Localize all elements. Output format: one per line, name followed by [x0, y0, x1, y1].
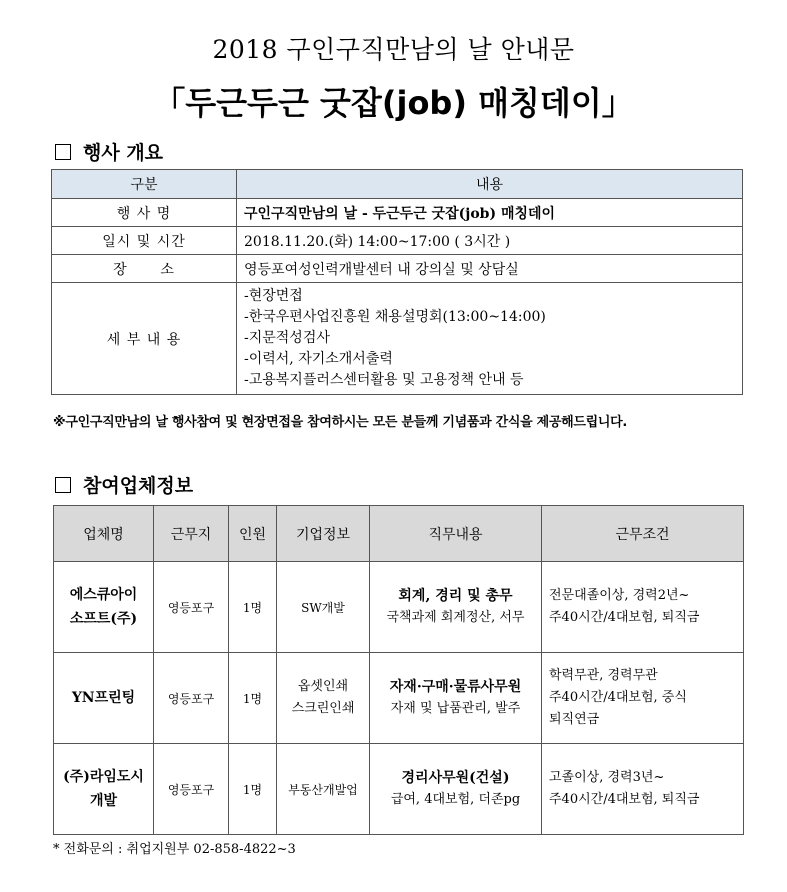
job-description: 경리사무원(건설) 급여, 4대보험, 더존pg	[370, 744, 542, 835]
document-title-line2: 「두근두근 굿잡(job) 매칭데이」	[153, 84, 634, 122]
company-name: (주)라임도시 개발	[54, 744, 154, 835]
table-row	[52, 199, 743, 227]
work-conditions: 학력무관, 경력무관 주40시간/4대보험, 중식 퇴직연금	[542, 653, 744, 744]
company-location: 영등포구	[154, 744, 229, 835]
work-conditions: 고졸이상, 경력3년~ 주40시간/4대보험, 퇴직금	[542, 744, 744, 835]
company-info: SW개발	[277, 562, 370, 653]
work-conditions: 전문대졸이상, 경력2년~ 주40시간/4대보험, 퇴직금	[542, 562, 744, 653]
row-value: 영등포여성인력개발센터 내 강의실 및 상담실	[237, 255, 743, 283]
overview-table	[51, 169, 743, 395]
list-item: -지문적성검사	[244, 330, 330, 346]
table-row	[54, 562, 744, 653]
company-name: YN프린팅	[54, 653, 154, 744]
details-list	[237, 283, 743, 395]
table-header-content: 내용	[237, 170, 743, 199]
company-headcount: 1명	[229, 562, 277, 653]
companies-table	[53, 505, 744, 835]
section-heading-text: 행사 개요	[83, 142, 164, 164]
column-header: 근무지	[154, 506, 229, 562]
company-info: 부동산개발업	[277, 744, 370, 835]
column-header: 근무조건	[542, 506, 744, 562]
table-row	[54, 653, 744, 744]
company-info: 옵셋인쇄 스크린인쇄	[277, 653, 370, 744]
document-title-line1: 2018 구인구직만남의 날 안내문	[212, 35, 575, 64]
company-headcount: 1명	[229, 744, 277, 835]
job-description: 회계, 경리 및 총무 국책과제 회계정산, 서무	[370, 562, 542, 653]
section-heading-overview	[55, 138, 163, 165]
row-label: 행 사 명	[52, 199, 237, 227]
row-label: 장 소	[52, 255, 237, 283]
company-location: 영등포구	[154, 653, 229, 744]
row-label: 세 부 내 용	[52, 283, 237, 395]
checkbox-square-icon	[55, 144, 71, 160]
table-row	[52, 255, 743, 283]
table-row	[52, 283, 743, 395]
row-label: 일시 및 시간	[52, 227, 237, 255]
company-location: 영등포구	[154, 562, 229, 653]
company-headcount: 1명	[229, 653, 277, 744]
list-item: -한국우편사업진흥원 채용설명회(13:00~14:00)	[244, 309, 546, 325]
company-name: 에스큐아이 소프트(주)	[54, 562, 154, 653]
column-header: 업체명	[54, 506, 154, 562]
job-description: 자재·구매·물류사무원 자재 및 납품관리, 발주	[370, 653, 542, 744]
contact-footer: * 전화문의 : 취업지원부 02-858-4822~3	[53, 842, 296, 857]
checkbox-square-icon	[55, 477, 71, 493]
row-value: 2018.11.20.(화) 14:00~17:00 ( 3시간 )	[237, 227, 743, 255]
section-heading-companies	[55, 471, 193, 498]
overview-note: ※구인구직만남의 날 행사참여 및 현장면접을 참여하시는 모든 분들께 기념품과 간식을 제공해드립니다.	[53, 415, 628, 430]
column-header: 인원	[229, 506, 277, 562]
column-header: 기업정보	[277, 506, 370, 562]
table-row	[52, 227, 743, 255]
table-row	[54, 744, 744, 835]
list-item: -고용복지플러스센터활용 및 고용정책 안내 등	[244, 372, 524, 388]
column-header: 직무내용	[370, 506, 542, 562]
table-header-category: 구분	[52, 170, 237, 199]
row-value: 구인구직만남의 날 - 두근두근 굿잡(job) 매칭데이	[237, 199, 743, 227]
section-heading-text: 참여업체정보	[83, 475, 194, 497]
list-item: -이력서, 자기소개서출력	[244, 351, 393, 367]
list-item: -현장면접	[244, 288, 303, 304]
